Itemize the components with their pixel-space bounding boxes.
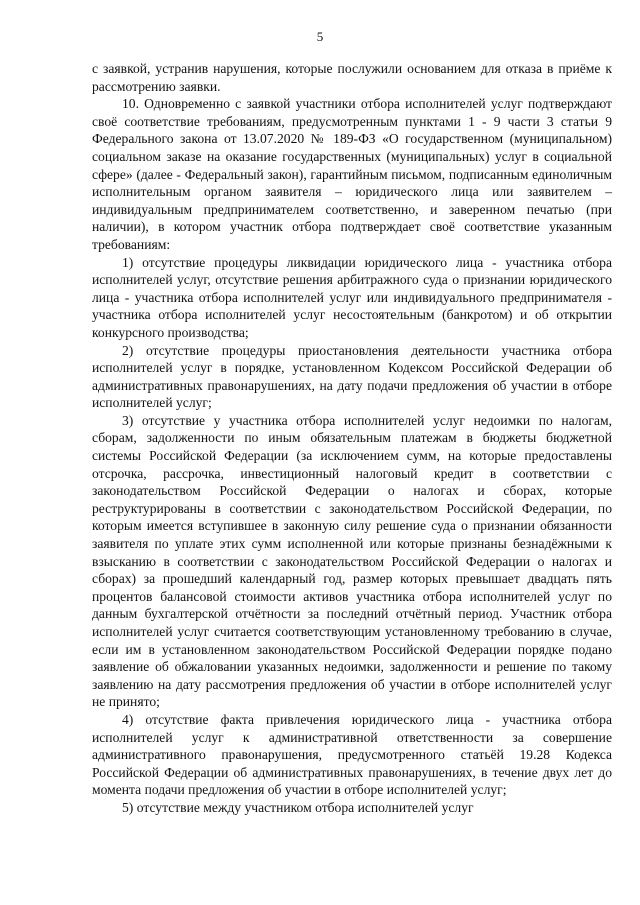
list-item-5: 5) отсутствие между участником отбора исполнителей услуг bbox=[122, 799, 474, 815]
page-number: 5 bbox=[316, 29, 324, 44]
list-item-4: 4) отсутствие факта привлечения юридического лица - участника отбора исполнителей услуг к административной ответственности за совершение административного правонарушения, предусмотренного статьёй 19.28 Кодекса Российской Федерации об административных правонарушениях, в течение двух лет до момента подачи предложения об участии в отборе исполнителей услуг; bbox=[92, 711, 612, 798]
list-item-1: 1) отсутствие процедуры ликвидации юридического лица - участника отбора исполнителей услуг, отсутствие решения арбитражного суда о признании юридического лица - участника отбора исполнителей услуг или индивидуального предпринимателя - участника отбора исполнителей услуг несостоятельным (банкротом) и об открытии конкурсного производства; bbox=[92, 254, 612, 340]
paragraph-10: 10. Одновременно с заявкой участники отбора исполнителей услуг подтверждают своё соответствие требованиям, предусмотренным пунктами 1 - 9 части 3 статьи 9 Федерального закона от 13.07.2020 № 189-ФЗ «О государственном (муниципальном) социальном заказе на оказание государственных (муниципальных) услуг в социальной сфере» (далее - Федеральный закон), гарантийным письмом, подписанным единоличным исполнительным органом заявителя – юридического лица или заявителем – индивидуальным предпринимателем соответственно, и заверенном печатью (при наличии), в котором участник отбора подтверждает своё соответствие указанным требованиям: bbox=[92, 96, 612, 252]
document-body bbox=[92, 60, 612, 817]
paragraph-continuation: с заявкой, устранив нарушения, которые послужили основанием для отказа в приёме к рассмотрению заявки. bbox=[92, 61, 612, 94]
list-item-3: 3) отсутствие у участника отбора исполнителей услуг недоимки по налогам, сборам, задолженности по иным обязательным платежам в бюджеты бюджетной системы Российской Федерации (за исключением сумм, на которые предоставлены отсрочка, рассрочка, инвестиционный налоговый кредит в соответствии с законодательством Российской Федерации о налогах и сборах, которые реструктурированы в соответствии с законодательством Российской Федерации, по которым имеется вступившее в законную силу решение суда о признании обязанности заявителя по уплате этих сумм исполненной или которые признаны безнадёжными к взысканию в соответствии с законодательством Российской Федерации о налогах и сборах) за прошедший календарный год, размер которых превышает двадцать пять процентов балансовой стоимости активов участника отбора исполнителей услуг по данным бухгалтерской отчётности за последний отчётный период. Участник отбора исполнителей услуг считается соответствующим установленному требованию в случае, если им в установленном законодательством Российской Федерации порядке подано заявление об обжаловании указанных недоимки, задолженности и решение по такому заявлению на дату рассмотрения предложения об участии в отборе исполнителей услуг не принято; bbox=[92, 412, 612, 710]
list-item-2: 2) отсутствие процедуры приостановления деятельности участника отбора исполнителей услуг в порядке, установленном Кодексом Российской Федерации об административных правонарушениях, на дату подачи предложения об участии в отборе исполнителей услуг; bbox=[92, 342, 612, 411]
